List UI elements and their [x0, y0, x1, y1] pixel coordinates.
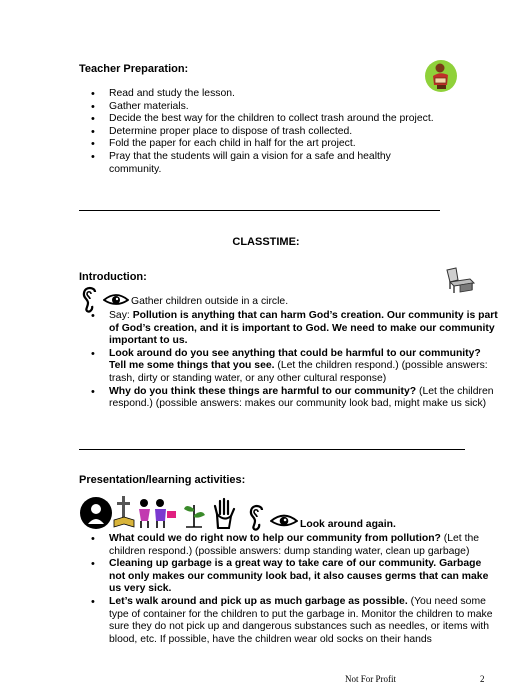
item-bold-text: What could we do right now to help our community from pollution? — [109, 533, 441, 544]
presentation-heading: Presentation/learning activities: — [79, 474, 246, 486]
list-item: • Gather materials. — [79, 101, 449, 114]
footer-text: Not For Profit — [345, 674, 397, 684]
item-bold-text: Pollution is anything that can harm God’s creation. Our community is part of God’s creation, and it is important to God. We need to make our community important to us. — [109, 310, 498, 347]
list-item: • Determine proper place to dispose of trash collected. — [79, 126, 449, 139]
plant-icon — [180, 497, 208, 529]
ear-icon — [247, 503, 267, 531]
item-bold-text: Why do you think these things are harmful to our community? — [109, 385, 417, 397]
item-text: (Let the children respond.) (possible answers: trash, dirty or standing water, or any other cultural response) — [109, 360, 488, 384]
item-text: (Let the children respond.) (possible answers: makes our community look bad, might make us sick) — [109, 385, 494, 410]
introduction-list — [79, 310, 499, 411]
divider — [79, 449, 465, 450]
list-item: • Fold the paper for each child in half for the art project. — [79, 138, 449, 151]
item-bold-text: Look around do you see anything that could be harmful to our community? Tell me some things that you see. — [109, 347, 481, 372]
presentation-list — [79, 533, 499, 646]
list-item — [79, 310, 499, 348]
intro-lead-text: Gather children outside in a circle. — [131, 296, 289, 307]
item-prefix: Say: — [109, 310, 133, 321]
list-item — [79, 558, 499, 596]
item-bold-text: Cleaning up garbage is a great way to take care of our community. Garbage not only makes our community look bad, it also causes germs that can make us very sick. — [109, 558, 489, 595]
ear-icon — [80, 285, 100, 313]
page-number: 2 — [480, 674, 485, 684]
item-bold-text: Let’s walk around and pick up as much garbage as possible. — [109, 595, 408, 607]
teacher-prep-heading: Teacher Preparation: — [79, 63, 189, 75]
list-item — [79, 386, 499, 411]
introduction-heading: Introduction: — [79, 271, 147, 283]
list-item: • Read and study the lesson. — [79, 88, 449, 101]
bible-cross-icon — [113, 494, 135, 530]
eye-icon — [270, 513, 298, 529]
list-item — [79, 348, 499, 386]
list-item — [79, 596, 499, 646]
divider — [79, 210, 440, 211]
list-item: • Pray that the students will gain a vision for a safe and healthy community. — [79, 151, 399, 176]
chair-icon — [444, 266, 478, 294]
hand-icon — [212, 496, 238, 530]
item-text: (Let the children respond.) (possible answers: dump standing water, clean up garbage) — [109, 533, 480, 557]
classtime-heading: CLASSTIME: — [232, 236, 300, 248]
prayer-icon — [79, 494, 113, 532]
list-item: • Decide the best way for the children to collect trash around the project. — [79, 113, 449, 126]
children-icon — [136, 497, 178, 529]
list-item — [79, 533, 499, 558]
teacher-prep-list — [79, 88, 449, 176]
presentation-lead-text: Look around again. — [300, 519, 396, 530]
item-text: (You need some type of container for the children to put the garbage in. Monitor the children to make sure they do not pick up and dangerous substances such as needles, or items with blood, etc. If possible, have the children wear old socks on their hands — [109, 595, 493, 645]
eye-icon — [103, 293, 129, 307]
